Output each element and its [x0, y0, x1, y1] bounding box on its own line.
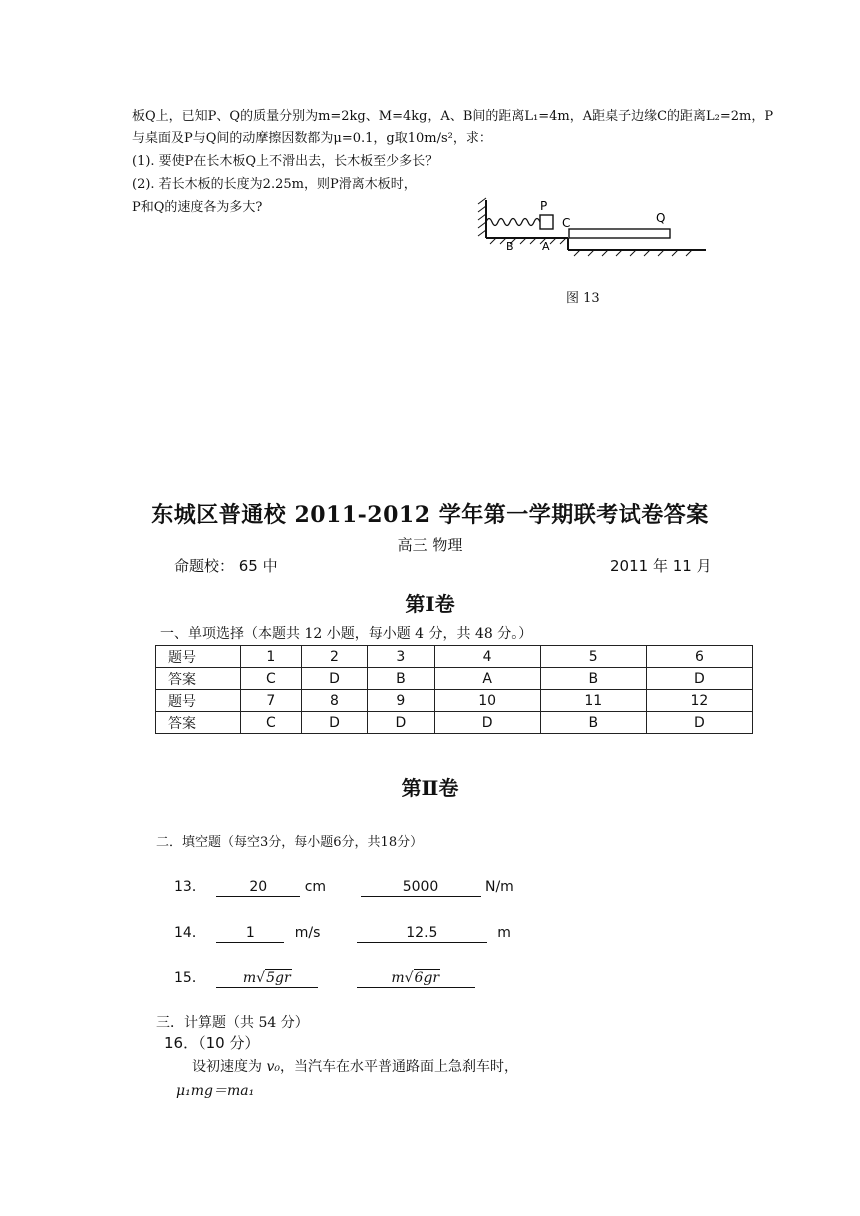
row-label-question-number: 题号 [156, 646, 241, 668]
question-setting-school: 命题校： 65 中 [174, 557, 278, 575]
figure-label-a: A [542, 240, 550, 253]
unit: m/s [294, 925, 321, 941]
exam-date: 2011 年 11 月 [610, 557, 712, 575]
table-cell: C [241, 712, 302, 734]
problem-question-2: (2). 若长木板的长度为2.25m，则P滑离木板时， [132, 177, 417, 192]
math-symbol: m [242, 970, 257, 986]
answer-sheet-title: 东城区普通校 2011-2012 学年第一学期联考试卷答案 [151, 502, 709, 528]
math-variable: v₀ [266, 1059, 280, 1075]
table-cell: D [646, 668, 752, 690]
table-cell: 11 [540, 690, 646, 712]
question-16-line-1 [192, 1057, 518, 1078]
problem-question-1: (1). 要使P在长木板Q上不滑出去，长木板至少多长？ [132, 154, 439, 169]
fill-answer-15 [174, 967, 475, 988]
table-cell: D [368, 712, 434, 734]
table-cell: 10 [434, 690, 540, 712]
table-row [156, 712, 753, 734]
table-cell: 3 [368, 646, 434, 668]
text: ，当汽车在水平普通路面上急刹车时， [279, 1059, 518, 1075]
row-label-answer: 答案 [156, 712, 241, 734]
question-number: 14． [174, 925, 206, 941]
table-cell: B [368, 668, 434, 690]
unit: cm [304, 879, 327, 895]
section-2-heading: 二．填空题（每空3分，每小题6分，共18分） [156, 835, 424, 850]
table-row [156, 646, 753, 668]
answer-blank: m√5gr [216, 969, 318, 988]
answer-blank: 20 [216, 878, 300, 897]
part-2-heading: 第Ⅱ卷 [401, 776, 459, 800]
text: 设初速度为 [192, 1059, 267, 1075]
answer-blank: 5000 [361, 878, 481, 897]
math-radicand: 6gr [414, 970, 440, 986]
table-cell: 6 [646, 646, 752, 668]
table-cell: B [540, 712, 646, 734]
problem-question-2-cont: P和Q的速度各为多大? [132, 200, 263, 215]
table-cell: 1 [241, 646, 302, 668]
figure-label-c: C [562, 216, 571, 230]
question-16-heading: 16．（10 分） [164, 1034, 260, 1052]
table-row [156, 690, 753, 712]
figure-label-b: B [506, 240, 514, 253]
table-cell: 12 [646, 690, 752, 712]
table-cell: D [301, 712, 367, 734]
question-number: 15． [174, 970, 206, 986]
math-symbol: m [391, 970, 405, 986]
answer-table [155, 645, 753, 734]
math-radicand: 5gr [266, 970, 291, 986]
table-row [156, 668, 753, 690]
table-cell: 4 [434, 646, 540, 668]
answer-blank: 1 [216, 924, 284, 943]
fill-answer-13 [174, 876, 514, 897]
section-1-heading: 一、单项选择（本题共 12 小题，每小题 4 分，共 48 分。） [160, 626, 533, 642]
table-cell: 7 [241, 690, 302, 712]
table-cell: D [301, 668, 367, 690]
table-cell: C [241, 668, 302, 690]
question-16-equation: μ₁mg＝ma₁ [176, 1083, 255, 1099]
unit: m [497, 925, 511, 941]
table-cell: D [646, 712, 752, 734]
figure-caption: 图 13 [566, 291, 600, 306]
problem-text-line-2: 与桌面及P与Q间的动摩擦因数都为μ=0.1，g取10m/s²，求： [132, 131, 492, 146]
unit: N/m [484, 879, 514, 895]
part-1-heading: 第Ⅰ卷 [405, 592, 455, 616]
problem-text-line-1: 板Q上，已知P、Q的质量分别为m=2kg、M=4kg，A、B间的距离L₁=4m，A距桌子边缘C的距离L₂=2m，P [132, 109, 774, 124]
table-cell: 2 [301, 646, 367, 668]
answer-sheet-subtitle: 高三 物理 [397, 536, 463, 554]
row-label-question-number: 题号 [156, 690, 241, 712]
fill-answer-14 [174, 922, 511, 943]
figure-label-q: Q [656, 211, 666, 225]
section-3-heading: 三．计算题（共 54 分） [156, 1015, 309, 1031]
question-number: 13． [174, 879, 206, 895]
table-cell: 9 [368, 690, 434, 712]
table-cell: B [540, 668, 646, 690]
table-cell: 5 [540, 646, 646, 668]
table-cell: D [434, 712, 540, 734]
row-label-answer: 答案 [156, 668, 241, 690]
figure-label-p: P [540, 199, 548, 213]
table-cell: A [434, 668, 540, 690]
answer-blank: m√6gr [357, 969, 475, 988]
answer-blank: 12.5 [357, 924, 487, 943]
table-cell: 8 [301, 690, 367, 712]
figure-13-diagram [470, 190, 710, 260]
